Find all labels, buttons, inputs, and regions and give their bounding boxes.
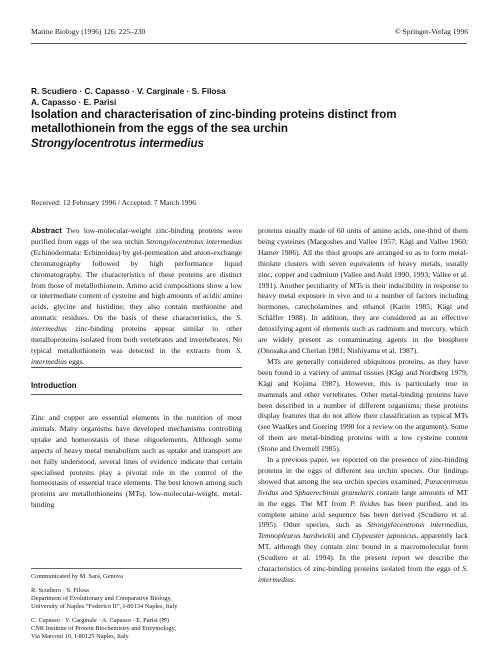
author-line: R. Scudiero · C. Capasso · V. Carginale · S. Filosa [31, 86, 226, 96]
paragraph: MTs are generally considered ubiquitous proteins, as they have been found in a variety of animal tissues (Kägi and Nordberg 1979; Kägi and Kojima 1987). However, this is particularly true in mammals and other vertebrates. Other metal-binding proteins have been described in a number of different organisms; these proteins display features that do not allow their classification as typical MTs (see Waalkes and Goering 1990 for a review on the argument). Some of them are metal-binding proteins with a low cysteine content (Stone and Overnell 1985). [258, 356, 468, 454]
author-line: A. Capasso · E. Parisi [31, 97, 117, 107]
title-line: Isolation and characterisation of zinc-binding proteins distinct from [31, 108, 397, 121]
paragraph: Zinc and copper are essential elements in the nutrition of most animals. Many organisms have developed mechanisms controlling uptake and homeostasis of these oligoelements. Although some aspects of heavy metal metabolism such as uptake and transport are not fully understood, several lines of evidence indicate that certain specialised proteins play a pivotal role in the control of the homeostasis of essential trace elements. The best known among such proteins are metallothioneins (MTs), low-molecular-weight, metal-binding [31, 413, 242, 510]
communicated-by: Communicated by M. Sarà, Genova [31, 573, 123, 580]
affiliation-address: Via Marconi 10, I-80125 Naples, Italy [31, 633, 129, 641]
affiliation-1 [31, 587, 251, 612]
paragraph: In a previous paper, we reported on the presence of zinc-binding proteins in the eggs of different sea urchin species. Our findings showed that among the sea urchin species examined, Paracentrotus lividus and Sphaerechinus granularis contain large amounts of MT in the eggs. The MT from P. lividus has been purified, and its complete amino acid sequence has been derived (Scudiero et al. 1995). Other species, such as Strongylocentrotus intermedius, Temnopleurus hardwickii and Clypeaster japonicus, apparently lack MT, although they contain zinc bound in a macromolecular form (Scudiero et al. 1994). In the present report we describe the characteristics of zinc-binding proteins isolated from the eggs of S. intermedius. [258, 455, 469, 584]
abstract [31, 226, 242, 368]
section-rule [31, 394, 242, 395]
affiliation-address: University of Naples “Federico II”, I-80134 Naples, Italy [31, 603, 178, 611]
title-line: metallothionein from the eggs of the sea urchin [31, 122, 288, 136]
received-accepted-dates: Received: 12 February 1996 / Accepted: 7 March 1996 [31, 198, 196, 207]
running-head-journal: Marine Biology (1996) 126: 225–230 [31, 27, 146, 36]
title-species: Strongylocentrotus intermedius [31, 136, 204, 150]
affiliation-2 [31, 617, 251, 642]
right-column [258, 226, 468, 586]
paragraph: proteins usually made of 60 units of amino acids, one-third of them being cysteines (Margoshes and Vallee 1957; Kägi and Vallee 1960; Hamer 1986). All the thiol groups are arranged so as to form metal-thiolate clusters with seven equivalents of heavy metals, usually zinc, copper and cadmium (Vallee and Auld 1990, 1993; Vallee et al. 1991). Another peculiarity of MTs is their inducibility in response to heavy metal exposure in vivo and to a number of factors including hormones, catecholamines and ethanol (Karin 1985; Kägi and Schäffer 1988). In addition, they are considered as an effective detoxifying agent of elements such as cadmium and mercury, which are widely present as contaminating agents in the biosphere (Onosaka and Cherian 1981; Nishiyama et al. 1987). [258, 226, 468, 355]
article-title [31, 108, 471, 151]
running-head-copyright: © Springer-Verlag 1996 [394, 27, 468, 36]
affiliation-names: R. Scudiero · S. Filosa [31, 587, 89, 594]
introduction-text [31, 413, 242, 511]
footnote-rule [31, 568, 242, 569]
header-rule [31, 43, 467, 44]
author-list [31, 86, 467, 108]
affiliation-institute: CNR Institute of Protein Biochemistry and Enzymology, [31, 625, 176, 633]
abstract-label: Abstract [31, 226, 62, 235]
affiliation-dept: Department of Evolutionary and Comparative Biology, [31, 595, 172, 603]
affiliation-names: C. Capasso · V. Carginale · A. Capasso · E. Parisi (✉) [31, 617, 169, 624]
section-rule [31, 367, 242, 368]
introduction-heading: Introduction [31, 381, 77, 390]
abstract-text: Two low-molecular-weight zinc-binding proteins were purified from eggs of the sea urchin Strongylocentrotus intermedius (Echinodermata: Echinoidea) by gel-permeation and anion-exchange chromatography followed by high performance liquid chromatography. The characteristics of these proteins are distinct from those of metallothionein. Amino acid compositions show a low or intermediate content of cysteine and high amounts of acidic amino acids, glycine and histidine; they also contain methionine and aromatic residues. On the basis of these characteristics, the S. intermedius zinc-binding proteins appear similar to other metalloproteins isolated from both vertebrates and invertebrates. No typical metallothionein was detected in the extracts from S. intermedius eggs. [31, 226, 242, 366]
